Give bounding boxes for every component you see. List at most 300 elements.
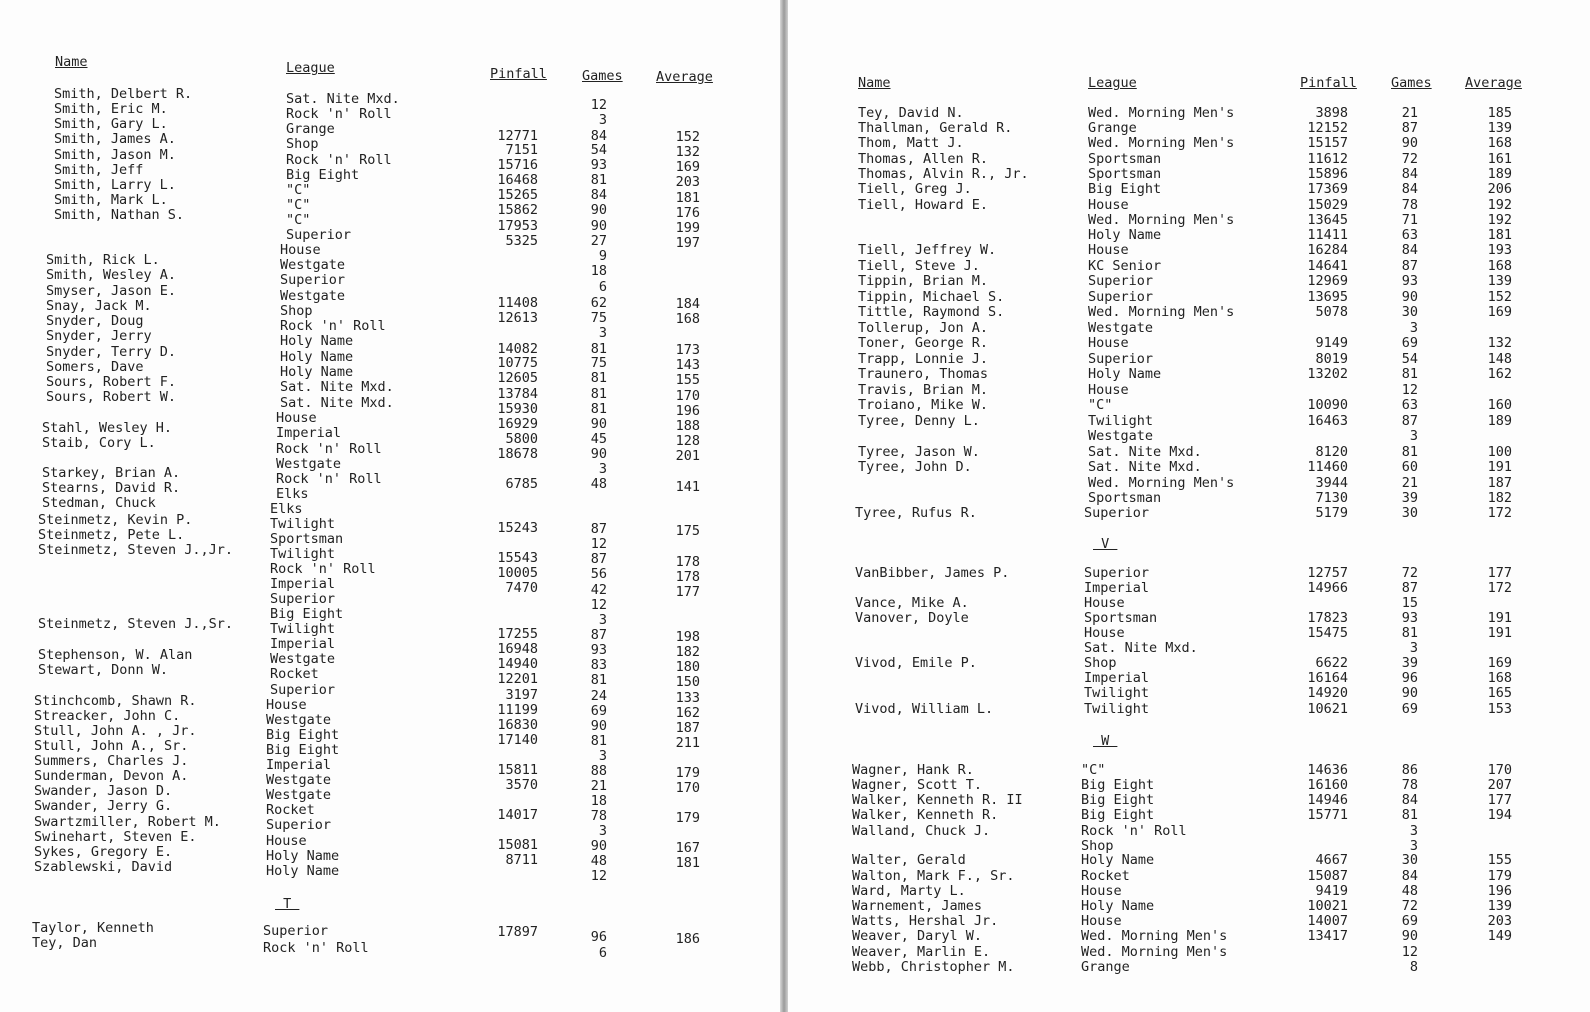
league-cell: Big Eight (1081, 777, 1155, 793)
league-cell: Twilight (1084, 701, 1150, 717)
pinfall-cell: 3570 (505, 777, 538, 793)
average-cell: 149 (1487, 928, 1512, 944)
average-cell: 186 (675, 931, 700, 947)
league-cell: House (280, 242, 321, 258)
average-cell: 148 (1487, 351, 1512, 367)
average-cell: 100 (1487, 444, 1512, 460)
average-cell: 192 (1487, 197, 1512, 213)
games-cell: 63 (1401, 227, 1418, 243)
bowler-name: Traunero, Thomas (858, 366, 989, 382)
games-cell: 3 (1409, 640, 1418, 656)
book-gutter (780, 0, 788, 1012)
games-cell: 93 (1401, 273, 1418, 289)
average-cell: 188 (675, 418, 700, 434)
bowler-name: Swander, Jerry G. (34, 798, 173, 814)
bowler-name: Smith, Jason M. (54, 147, 176, 163)
games-cell: 3 (598, 112, 607, 128)
games-cell: 3 (1409, 823, 1418, 839)
bowler-name: Smith, Mark L. (54, 192, 168, 208)
league-cell: Imperial (1084, 580, 1150, 596)
pinfall-cell: 15081 (497, 837, 538, 853)
pinfall-cell: 16284 (1307, 242, 1348, 258)
pinfall-cell: 14946 (1307, 792, 1348, 808)
average-cell: 196 (675, 403, 700, 419)
league-cell: Rock 'n' Roll (276, 471, 382, 487)
league-cell: Superior (286, 227, 352, 243)
bowler-name: Smith, Gary L. (54, 116, 168, 132)
pinfall-cell: 16929 (497, 416, 538, 432)
games-cell: 3 (598, 461, 607, 477)
bowler-name: Walland, Chuck J. (852, 823, 991, 839)
league-cell: Rocket (1081, 868, 1130, 884)
header-league: League (286, 60, 335, 76)
average-cell: 187 (675, 720, 700, 736)
league-cell: "C" (286, 197, 311, 213)
league-cell: Elks (276, 486, 309, 502)
left-page (0, 0, 780, 1012)
bowler-name: Tyree, Denny L. (858, 413, 980, 429)
games-cell: 88 (590, 763, 607, 779)
average-cell: 168 (1487, 670, 1512, 686)
games-cell: 30 (1401, 852, 1418, 868)
games-cell: 3 (1409, 838, 1418, 854)
games-cell: 84 (1401, 868, 1418, 884)
games-cell: 90 (590, 838, 607, 854)
average-cell: 211 (675, 735, 700, 751)
average-cell: 155 (1487, 852, 1512, 868)
bowler-name: Steinmetz, Pete L. (38, 527, 185, 543)
league-cell: Sat. Nite Mxd. (280, 395, 394, 411)
league-cell: "C" (286, 182, 311, 198)
league-cell: Superior (1084, 565, 1150, 581)
pinfall-cell: 12969 (1307, 273, 1348, 289)
header-name: Name (858, 75, 891, 91)
header-games: Games (582, 68, 623, 84)
bowler-name: Steinmetz, Steven J.,Jr. (38, 542, 234, 558)
games-cell: 6 (598, 279, 607, 295)
pinfall-cell: 14940 (497, 656, 538, 672)
bowler-name: Tey, David N. (858, 105, 964, 121)
average-cell: 181 (675, 855, 700, 871)
pinfall-cell: 5078 (1315, 304, 1348, 320)
bowler-name: Tiell, Greg J. (858, 181, 972, 197)
league-cell: Big Eight (286, 167, 360, 183)
pinfall-cell: 11612 (1307, 151, 1348, 167)
pinfall-cell: 15087 (1307, 868, 1348, 884)
league-cell: Rocket (270, 666, 319, 682)
bowler-name: Steinmetz, Steven J.,Sr. (38, 616, 234, 632)
games-cell: 78 (1401, 197, 1418, 213)
bowler-name: Wagner, Hank R. (852, 762, 974, 778)
games-cell: 90 (590, 416, 607, 432)
pinfall-cell: 15771 (1307, 807, 1348, 823)
league-cell: Wed. Morning Men's (1081, 928, 1228, 944)
league-cell: Rock 'n' Roll (286, 152, 392, 168)
games-cell: 21 (1401, 475, 1418, 491)
games-cell: 15 (1401, 595, 1418, 611)
games-cell: 8 (1409, 959, 1418, 975)
league-cell: Big Eight (266, 727, 340, 743)
pinfall-cell: 9149 (1315, 335, 1348, 351)
pinfall-cell: 8019 (1315, 351, 1348, 367)
bowler-name: Stahl, Wesley H. (42, 420, 173, 436)
bowler-name: Vivod, William L. (855, 701, 994, 717)
average-cell: 182 (675, 644, 700, 660)
league-cell: House (1081, 913, 1122, 929)
games-cell: 81 (1401, 366, 1418, 382)
league-cell: Sportsman (1088, 490, 1162, 506)
league-cell: Twilight (1084, 685, 1150, 701)
bowler-name: Swartzmiller, Robert M. (34, 814, 221, 830)
league-cell: House (1088, 335, 1129, 351)
bowler-name: Sykes, Gregory E. (34, 844, 173, 860)
games-cell: 12 (590, 97, 607, 113)
average-cell: 197 (675, 235, 700, 251)
league-cell: Wed. Morning Men's (1088, 135, 1235, 151)
games-cell: 87 (590, 551, 607, 567)
bowler-name: Szablewski, David (34, 859, 173, 875)
league-cell: Twilight (270, 621, 336, 637)
league-cell: Wed. Morning Men's (1088, 212, 1235, 228)
average-cell: 170 (1487, 762, 1512, 778)
games-cell: 72 (1401, 151, 1418, 167)
league-cell: "C" (1088, 397, 1113, 413)
average-cell: 132 (1487, 335, 1512, 351)
games-cell: 81 (590, 401, 607, 417)
games-cell: 12 (590, 597, 607, 613)
games-cell: 3 (598, 325, 607, 341)
header-league: League (1088, 75, 1137, 91)
pinfall-cell: 13695 (1307, 289, 1348, 305)
average-cell: 179 (675, 765, 700, 781)
average-cell: 193 (1487, 242, 1512, 258)
average-cell: 139 (1487, 120, 1512, 136)
league-cell: Sat. Nite Mxd. (280, 379, 394, 395)
league-cell: House (1081, 883, 1122, 899)
league-cell: Westgate (1088, 428, 1154, 444)
bowler-name: VanBibber, James P. (855, 565, 1010, 581)
header-average: Average (656, 69, 713, 85)
league-cell: Imperial (276, 425, 342, 441)
league-cell: Holy Name (1088, 366, 1162, 382)
games-cell: 18 (590, 263, 607, 279)
league-cell: Imperial (1084, 670, 1150, 686)
games-cell: 90 (590, 202, 607, 218)
bowler-name: Wagner, Scott T. (852, 777, 983, 793)
average-cell: 153 (1487, 701, 1512, 717)
bowler-name: Tittle, Raymond S. (858, 304, 1005, 320)
average-cell: 170 (675, 780, 700, 796)
games-cell: 63 (1401, 397, 1418, 413)
pinfall-cell: 16948 (497, 641, 538, 657)
bowler-name: Smith, Rick L. (46, 252, 160, 268)
league-cell: Westgate (280, 257, 346, 273)
average-cell: 178 (675, 554, 700, 570)
league-cell: Elks (270, 501, 303, 517)
average-cell: 132 (675, 144, 700, 160)
league-cell: House (266, 697, 307, 713)
pinfall-cell: 7151 (505, 142, 538, 158)
pinfall-cell: 13417 (1307, 928, 1348, 944)
league-cell: Sportsman (270, 531, 344, 547)
games-cell: 90 (1401, 685, 1418, 701)
league-cell: Superior (263, 923, 329, 939)
pinfall-cell: 10005 (497, 565, 538, 581)
games-cell: 3 (1409, 320, 1418, 336)
games-cell: 12 (590, 868, 607, 884)
pinfall-cell: 16160 (1307, 777, 1348, 793)
bowler-name: Vivod, Emile P. (855, 655, 977, 671)
league-cell: Grange (1088, 120, 1137, 136)
games-cell: 69 (1401, 335, 1418, 351)
games-cell: 24 (590, 688, 607, 704)
average-cell: 169 (675, 159, 700, 175)
games-cell: 81 (590, 341, 607, 357)
league-cell: Twilight (1088, 413, 1154, 429)
average-cell: 203 (1487, 913, 1512, 929)
average-cell: 192 (1487, 212, 1512, 228)
average-cell: 184 (675, 296, 700, 312)
average-cell: 191 (1487, 459, 1512, 475)
games-cell: 87 (590, 521, 607, 537)
pinfall-cell: 5325 (505, 233, 538, 249)
league-cell: Rocket (266, 802, 315, 818)
games-cell: 18 (590, 793, 607, 809)
games-cell: 3 (598, 612, 607, 628)
bowler-name: Somers, Dave (46, 359, 144, 375)
header-pinfall: Pinfall (1300, 75, 1357, 91)
league-cell: Holy Name (280, 333, 354, 349)
games-cell: 69 (590, 703, 607, 719)
header-name: Name (55, 54, 88, 70)
games-cell: 21 (1401, 105, 1418, 121)
bowler-name: Walter, Gerald (852, 852, 966, 868)
pinfall-cell: 16830 (497, 717, 538, 733)
pinfall-cell: 17823 (1307, 610, 1348, 626)
average-cell: 152 (675, 129, 700, 145)
bowler-name: Tyree, Rufus R. (855, 505, 977, 521)
games-cell: 96 (590, 929, 607, 945)
league-cell: Westgate (280, 288, 346, 304)
games-cell: 84 (590, 128, 607, 144)
pinfall-cell: 10021 (1307, 898, 1348, 914)
games-cell: 78 (590, 808, 607, 824)
bowler-name: Toner, George R. (858, 335, 989, 351)
games-cell: 3 (598, 748, 607, 764)
games-cell: 27 (590, 233, 607, 249)
pinfall-cell: 6785 (505, 476, 538, 492)
pinfall-cell: 3197 (505, 687, 538, 703)
average-cell: 177 (1487, 565, 1512, 581)
bowler-name: Vanover, Doyle (855, 610, 969, 626)
bowler-name: Sunderman, Devon A. (34, 768, 189, 784)
bowler-name: Trapp, Lonnie J. (858, 351, 989, 367)
league-cell: Superior (270, 591, 336, 607)
league-cell: Rock 'n' Roll (270, 561, 376, 577)
bowler-name: Vance, Mike A. (855, 595, 969, 611)
league-cell: Superior (1088, 273, 1154, 289)
section-letter: T (275, 896, 300, 912)
pinfall-cell: 3944 (1315, 475, 1348, 491)
pinfall-cell: 14641 (1307, 258, 1348, 274)
games-cell: 48 (590, 853, 607, 869)
games-cell: 54 (1401, 351, 1418, 367)
bowler-name: Smith, Larry L. (54, 177, 176, 193)
games-cell: 87 (1401, 413, 1418, 429)
bowler-name: Ward, Marty L. (852, 883, 966, 899)
games-cell: 56 (590, 566, 607, 582)
pinfall-cell: 12771 (497, 128, 538, 144)
games-cell: 90 (1401, 928, 1418, 944)
average-cell: 170 (675, 388, 700, 404)
header-games: Games (1391, 75, 1432, 91)
average-cell: 162 (675, 705, 700, 721)
average-cell: 189 (1487, 166, 1512, 182)
bowler-name: Smith, Delbert R. (54, 86, 193, 102)
average-cell: 162 (1487, 366, 1512, 382)
league-cell: Westgate (270, 651, 336, 667)
games-cell: 48 (1401, 883, 1418, 899)
league-cell: Holy Name (266, 863, 340, 879)
games-cell: 21 (590, 778, 607, 794)
games-cell: 84 (1401, 242, 1418, 258)
pinfall-cell: 5179 (1315, 505, 1348, 521)
league-cell: Superior (270, 682, 336, 698)
league-cell: Sat. Nite Mxd. (286, 91, 400, 107)
league-cell: Holy Name (1088, 227, 1162, 243)
games-cell: 93 (590, 642, 607, 658)
pinfall-cell: 15896 (1307, 166, 1348, 182)
pinfall-cell: 17255 (497, 626, 538, 642)
pinfall-cell: 7130 (1315, 490, 1348, 506)
league-cell: Imperial (270, 636, 336, 652)
average-cell: 172 (1487, 505, 1512, 521)
average-cell: 177 (675, 584, 700, 600)
games-cell: 12 (590, 536, 607, 552)
games-cell: 93 (590, 157, 607, 173)
average-cell: 168 (1487, 135, 1512, 151)
bowler-name: Tey, Dan (32, 935, 98, 951)
league-cell: Wed. Morning Men's (1088, 304, 1235, 320)
average-cell: 181 (1487, 227, 1512, 243)
bowler-name: Thom, Matt J. (858, 135, 964, 151)
league-cell: House (1088, 382, 1129, 398)
league-cell: Twilight (270, 546, 336, 562)
bowler-name: Walker, Kenneth R. II (852, 792, 1023, 808)
league-cell: Imperial (270, 576, 336, 592)
pinfall-cell: 10621 (1307, 701, 1348, 717)
average-cell: 160 (1487, 397, 1512, 413)
games-cell: 69 (1401, 913, 1418, 929)
league-cell: House (1088, 242, 1129, 258)
pinfall-cell: 14082 (497, 341, 538, 357)
bowler-name: Walton, Mark F., Sr. (852, 868, 1015, 884)
games-cell: 30 (1401, 304, 1418, 320)
league-cell: Holy Name (1081, 898, 1155, 914)
league-cell: Holy Name (280, 364, 354, 380)
average-cell: 189 (1487, 413, 1512, 429)
league-cell: Holy Name (1081, 852, 1155, 868)
pinfall-cell: 9419 (1315, 883, 1348, 899)
league-cell: Westgate (1088, 320, 1154, 336)
league-cell: "C" (286, 212, 311, 228)
games-cell: 39 (1401, 490, 1418, 506)
league-cell: Westgate (266, 712, 332, 728)
pinfall-cell: 14007 (1307, 913, 1348, 929)
pinfall-cell: 15243 (497, 520, 538, 536)
games-cell: 90 (1401, 289, 1418, 305)
pinfall-cell: 14920 (1307, 685, 1348, 701)
games-cell: 12 (1401, 944, 1418, 960)
bowler-name: Tiell, Steve J. (858, 258, 980, 274)
games-cell: 86 (1401, 762, 1418, 778)
bowler-name: Warnement, James (852, 898, 983, 914)
league-cell: House (266, 833, 307, 849)
bowler-name: Tiell, Howard E. (858, 197, 989, 213)
bowler-name: Thallman, Gerald R. (858, 120, 1013, 136)
league-cell: Sat. Nite Mxd. (1088, 444, 1202, 460)
games-cell: 3 (1409, 428, 1418, 444)
league-cell: Wed. Morning Men's (1081, 944, 1228, 960)
bowler-name: Steinmetz, Kevin P. (38, 512, 193, 528)
league-cell: House (1088, 197, 1129, 213)
games-cell: 12 (1401, 382, 1418, 398)
pinfall-cell: 3898 (1315, 105, 1348, 121)
bowler-name: Thomas, Alvin R., Jr. (858, 166, 1029, 182)
games-cell: 93 (1401, 610, 1418, 626)
league-cell: Sat. Nite Mxd. (1088, 459, 1202, 475)
average-cell: 150 (675, 674, 700, 690)
average-cell: 169 (1487, 304, 1512, 320)
games-cell: 87 (1401, 120, 1418, 136)
games-cell: 6 (598, 945, 607, 961)
average-cell: 152 (1487, 289, 1512, 305)
pinfall-cell: 12152 (1307, 120, 1348, 136)
league-cell: Sportsman (1084, 610, 1158, 626)
bowler-name: Tippin, Michael S. (858, 289, 1005, 305)
games-cell: 81 (590, 370, 607, 386)
games-cell: 60 (1401, 459, 1418, 475)
games-cell: 90 (590, 446, 607, 462)
bowler-name: Snyder, Jerry (46, 328, 152, 344)
average-cell: 191 (1487, 610, 1512, 626)
pinfall-cell: 16463 (1307, 413, 1348, 429)
league-cell: Superior (1088, 351, 1154, 367)
pinfall-cell: 4667 (1315, 852, 1348, 868)
games-cell: 81 (590, 733, 607, 749)
games-cell: 96 (1401, 670, 1418, 686)
pinfall-cell: 14966 (1307, 580, 1348, 596)
pinfall-cell: 15157 (1307, 135, 1348, 151)
pinfall-cell: 10775 (497, 355, 538, 371)
bowler-name: Tyree, John D. (858, 459, 972, 475)
bowler-name: Thomas, Allen R. (858, 151, 989, 167)
games-cell: 81 (1401, 807, 1418, 823)
bowler-name: Smith, Jeff (54, 162, 144, 178)
bowler-name: Stewart, Donn W. (38, 662, 169, 678)
league-cell: Shop (1081, 838, 1114, 854)
league-cell: Wed. Morning Men's (1088, 105, 1235, 121)
pinfall-cell: 7470 (505, 580, 538, 596)
pinfall-cell: 15716 (497, 157, 538, 173)
average-cell: 168 (1487, 258, 1512, 274)
pinfall-cell: 15029 (1307, 197, 1348, 213)
games-cell: 9 (598, 248, 607, 264)
league-cell: Westgate (266, 772, 332, 788)
average-cell: 207 (1487, 777, 1512, 793)
bowler-name: Weaver, Daryl W. (852, 928, 983, 944)
average-cell: 175 (675, 523, 700, 539)
